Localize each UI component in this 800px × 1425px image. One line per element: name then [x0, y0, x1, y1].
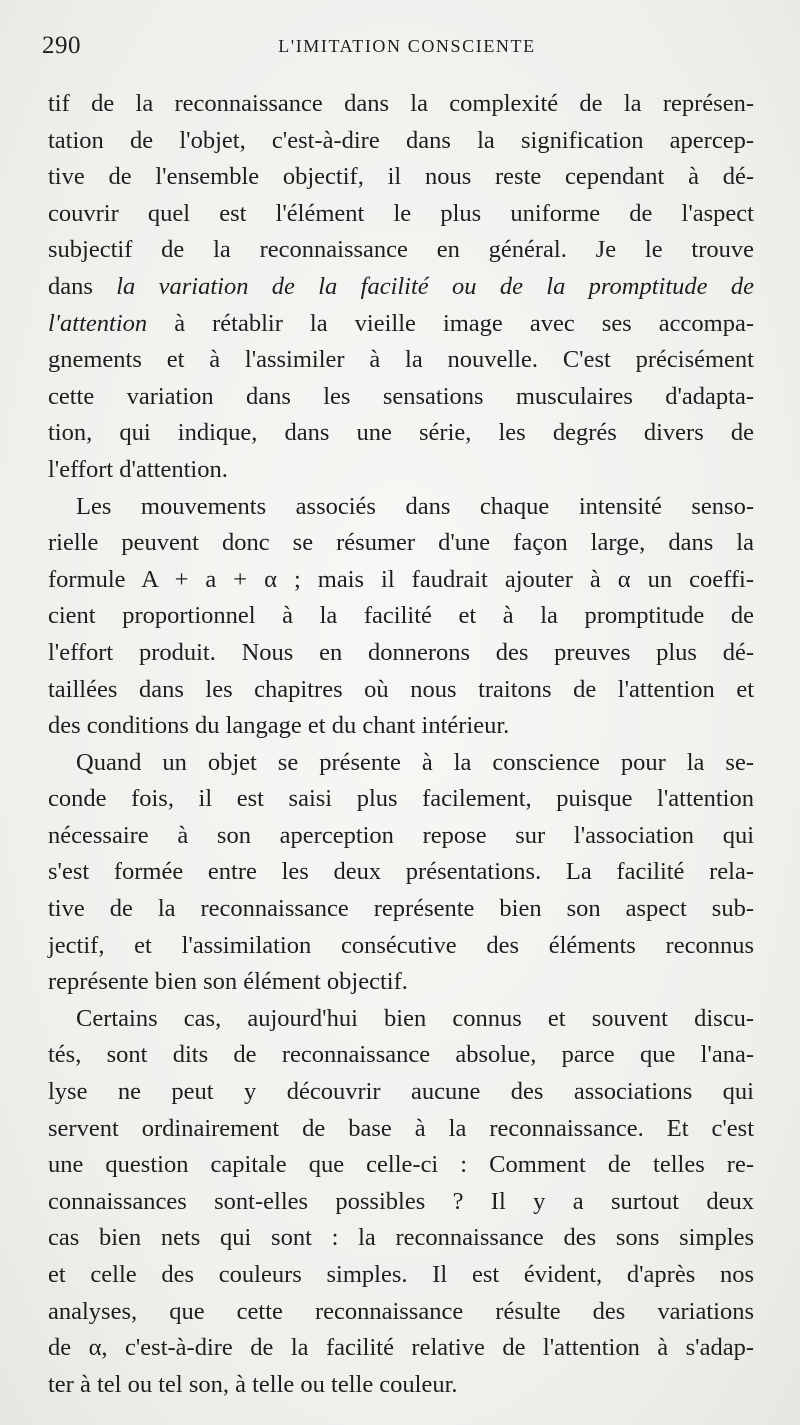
- text-line: ter à tel ou tel son, à telle ou telle couleur.: [48, 1370, 458, 1398]
- emphasized-phrase: la variation de la facilité ou de la promptitude de: [116, 272, 754, 300]
- text-line: rielle peuvent donc se résumer d'une façon large, dans la: [48, 529, 754, 557]
- text-line: l'effort d'attention.: [48, 455, 228, 483]
- text-line: tation de l'objet, c'est-à-dire dans la signification apercep-: [48, 126, 754, 154]
- text-line: et celle des couleurs simples. Il est évident, d'après nos: [48, 1261, 754, 1288]
- text-line: Certains cas, aujourd'hui bien connus et souvent discu-: [76, 1004, 754, 1032]
- page-header: [42, 30, 752, 66]
- text-line: analyses, que cette reconnaissance résulte des variations: [48, 1297, 754, 1325]
- text-line: l'effort produit. Nous en donnerons des preuves plus dé-: [48, 638, 754, 666]
- text-line: cas bien nets qui sont : la reconnaissance des sons simples: [48, 1224, 754, 1252]
- text-line: gnements et à l'assimiler à la nouvelle. C'est précisément: [48, 346, 754, 374]
- text-line: dans la variation de la facilité ou de la promptitude de: [48, 272, 754, 300]
- text-line: couvrir quel est l'élément le plus uniforme de l'aspect: [48, 199, 754, 227]
- text-line: tion, qui indique, dans une série, les degrés divers de: [48, 419, 754, 447]
- text-line: conde fois, il est saisi plus facilement, puisque l'attention: [48, 785, 754, 813]
- text-line: formule A + a + α ; mais il faudrait ajouter à α un coeffi-: [48, 565, 754, 593]
- text-line: s'est formée entre les deux présentations. La facilité rela-: [48, 858, 754, 886]
- page-number: 290: [42, 32, 81, 59]
- emphasized-phrase: l'attention: [48, 309, 148, 337]
- text-line: lyse ne peut y découvrir aucune des associations qui: [48, 1078, 754, 1106]
- text-line: une question capitale que celle-ci : Comment de telles re-: [48, 1151, 754, 1179]
- text-line: jectif, et l'assimilation consécutive des éléments reconnus: [48, 931, 754, 959]
- text-line: de α, c'est-à-dire de la facilité relative de l'attention à s'adap-: [48, 1334, 754, 1362]
- text-line: l'attention à rétablir la vieille image avec ses accompa-: [48, 309, 754, 337]
- text-line: tive de l'ensemble objectif, il nous reste cependant à dé-: [48, 163, 754, 191]
- text-line: tif de la reconnaissance dans la complexité de la représen-: [48, 90, 754, 117]
- text-line: Les mouvements associés dans chaque intensité senso-: [76, 492, 754, 520]
- text-line: des conditions du langage et du chant intérieur.: [48, 712, 510, 740]
- text-line: cient proportionnel à la facilité et à la promptitude de: [48, 602, 754, 630]
- body-text: [48, 86, 754, 1403]
- text-line: Quand un objet se présente à la conscience pour la se-: [76, 748, 754, 776]
- text-line: représente bien son élément objectif.: [48, 968, 408, 996]
- text-line: servent ordinairement de base à la reconnaissance. Et c'est: [48, 1114, 754, 1142]
- text-line: tive de la reconnaissance représente bien son aspect sub-: [48, 895, 754, 923]
- text-line: connaissances sont-elles possibles ? Il y a surtout deux: [48, 1187, 754, 1215]
- text-line: nécessaire à son aperception repose sur l'association qui: [48, 821, 754, 849]
- text-line: cette variation dans les sensations musculaires d'adapta-: [48, 382, 754, 410]
- text-line: subjectif de la reconnaissance en général. Je le trouve: [48, 236, 754, 264]
- text-line: tés, sont dits de reconnaissance absolue, parce que l'ana-: [48, 1041, 754, 1069]
- text-line: taillées dans les chapitres où nous traitons de l'attention et: [48, 675, 754, 703]
- running-title: L'IMITATION CONSCIENTE: [278, 36, 536, 56]
